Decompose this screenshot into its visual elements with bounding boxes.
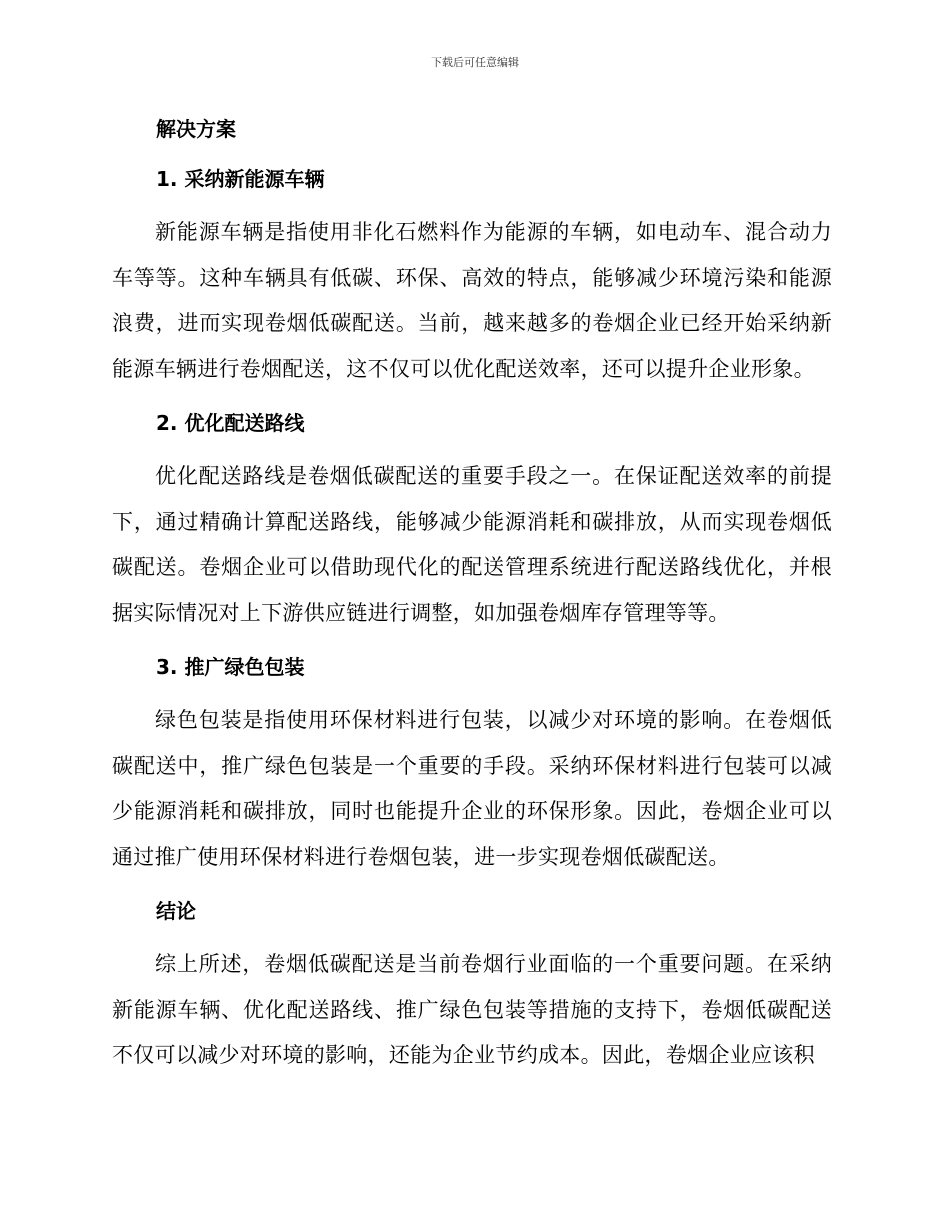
paragraph-new-energy-vehicles: 新能源车辆是指使用非化石燃料作为能源的车辆，如电动车、混合动力车等等。这种车辆具有低碳、环保、高效的特点，能够减少环境污染和能源浪费，进而实现卷烟低碳配送。当前，越来越多的卷烟企业已经开始采纳新能源车辆进行卷烟配送，这不仅可以优化配送效率，还可以提升企业形象。: [112, 220, 832, 381]
heading-green-packaging: 3. 推广绿色包装: [156, 655, 305, 679]
document-body: [112, 104, 832, 1085]
paragraph-green-packaging: 绿色包装是指使用环保材料进行包装，以减少对环境的影响。在卷烟低碳配送中，推广绿色包装是一个重要的手段。采纳环保材料进行包装可以减少能源消耗和碳排放，同时也能提升企业的环保形象。因此，卷烟企业可以通过推广使用环保材料进行卷烟包装，进一步实现卷烟低碳配送。: [112, 708, 832, 869]
paragraph-optimize-routes: 优化配送路线是卷烟低碳配送的重要手段之一。在保证配送效率的前提下，通过精确计算配送路线，能够减少能源消耗和碳排放，从而实现卷烟低碳配送。卷烟企业可以借助现代化的配送管理系统进行配送路线优化，并根据实际情况对上下游供应链进行调整，如加强卷烟库存管理等等。: [112, 464, 832, 625]
heading-optimize-routes: 2. 优化配送路线: [156, 411, 305, 435]
heading-new-energy-vehicles: 1. 采纳新能源车辆: [156, 167, 325, 191]
header-note: 下载后可任意编辑: [431, 56, 519, 69]
paragraph-conclusion: 综上所述，卷烟低碳配送是当前卷烟行业面临的一个重要问题。在采纳新能源车辆、优化配送路线、推广绿色包装等措施的支持下，卷烟低碳配送不仅可以减少对环境的影响，还能为企业节约成本。因此，卷烟企业应该积: [112, 952, 832, 1067]
heading-solutions: 解决方案: [156, 117, 236, 141]
heading-conclusion: 结论: [156, 899, 196, 923]
